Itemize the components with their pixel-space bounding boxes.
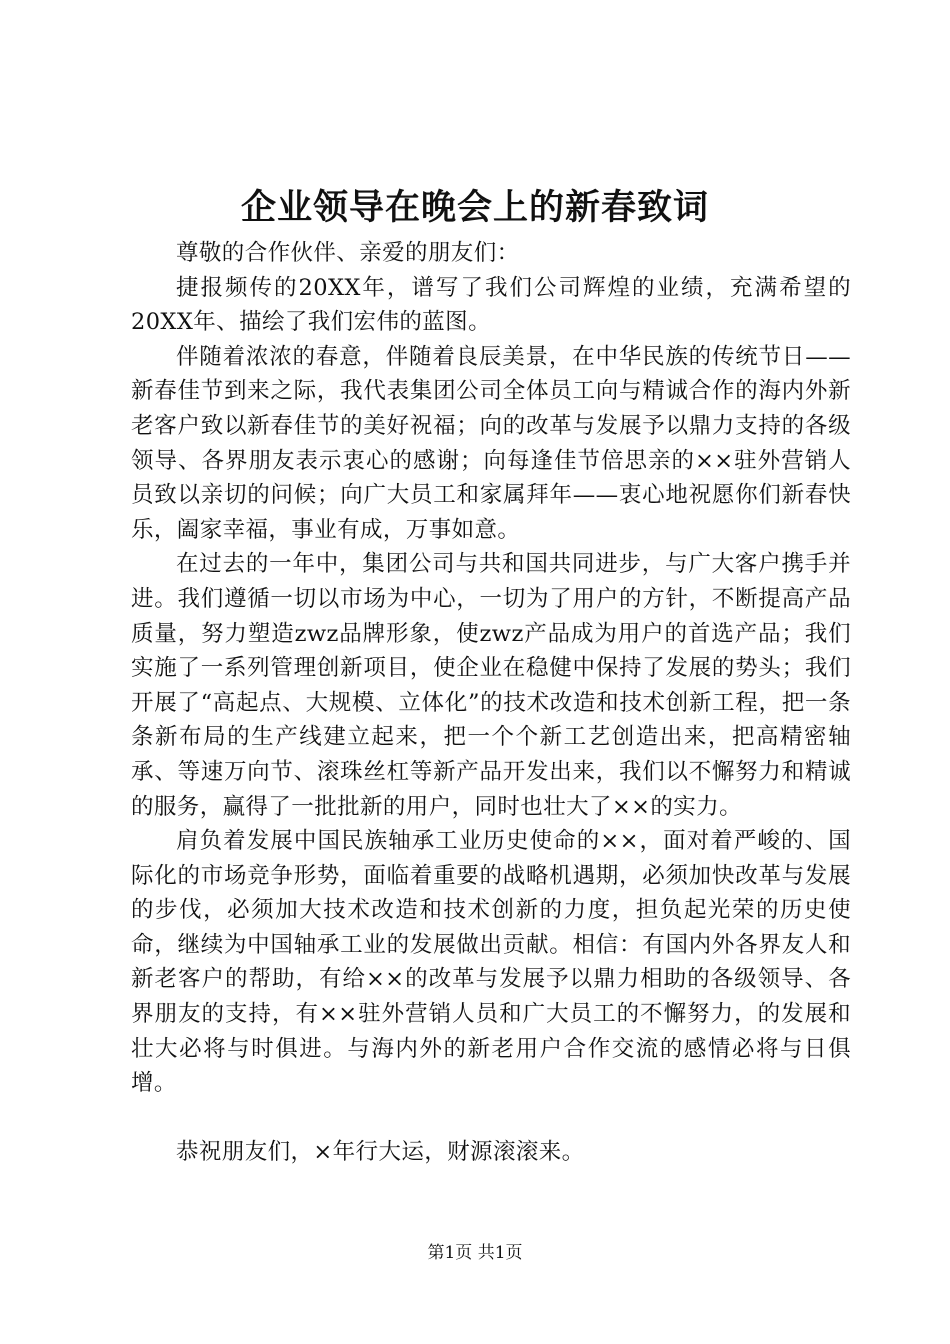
- body-paragraph: 肩负着发展中国民族轴承工业历史使命的××，面对着严峻的、国际化的市场竞争形势，面临着重要的战略机遇期，必须加快改革与发展的步伐，必须加大技术改造和技术创新的力度，担负起光荣的历史使命，继续为中国轴承工业的发展做出贡献。相信：有国内外各界友人和新老客户的帮助，有给××的改革与发展予以鼎力相助的各级领导、各界朋友的支持，有××驻外营销人员和广大员工的不懈努力，的发展和壮大必将与时俱进。与海内外的新老用户合作交流的感情必将与日俱增。: [131, 828, 851, 1097]
- salutation-paragraph: 尊敬的合作伙伴、亲爱的朋友们：: [176, 240, 520, 266]
- body-paragraph: 伴随着浓浓的春意，伴随着良辰美景，在中华民族的传统节日——新春佳节到来之际，我代表集团公司全体员工向与精诚合作的海内外新老客户致以新春佳节的美好祝福；向的改革与发展予以鼎力支持的各级领导、各界朋友表示衷心的感谢；向每逢佳节倍思亲的××驻外营销人员致以亲切的问候；向广大员工和家属拜年——衷心地祝愿你们新春快乐，阖家幸福，事业有成，万事如意。: [131, 343, 851, 543]
- document-title: 企业领导在晚会上的新春致词: [240, 187, 709, 228]
- page-footer: 第1页 共1页: [427, 1243, 523, 1263]
- closing-paragraph: 恭祝朋友们，×年行大运，财源滚滚来。: [176, 1139, 585, 1166]
- body-paragraph: 在过去的一年中，集团公司与共和国共同进步，与广大客户携手并进。我们遵循一切以市场为中心，一切为了用户的方针，不断提高产品质量，努力塑造zwz品牌形象，使zwz产品成为用户的首选产品；我们实施了一系列管理创新项目，使企业在稳健中保持了发展的势头；我们开展了“高起点、大规模、立体化”的技术改造和技术创新工程，把一条条新布局的生产线建立起来，把一个个新工艺创造出来，把高精密轴承、等速万向节、滚珠丝杠等新产品开发出来，我们以不懈努力和精诚的服务，赢得了一批批新的用户，同时也壮大了××的实力。: [131, 551, 851, 820]
- document-body: [131, 236, 851, 1170]
- body-paragraph: 捷报频传的20XX年，谱写了我们公司辉煌的业绩，充满希望的20XX年、描绘了我们宏伟的蓝图。: [131, 274, 851, 336]
